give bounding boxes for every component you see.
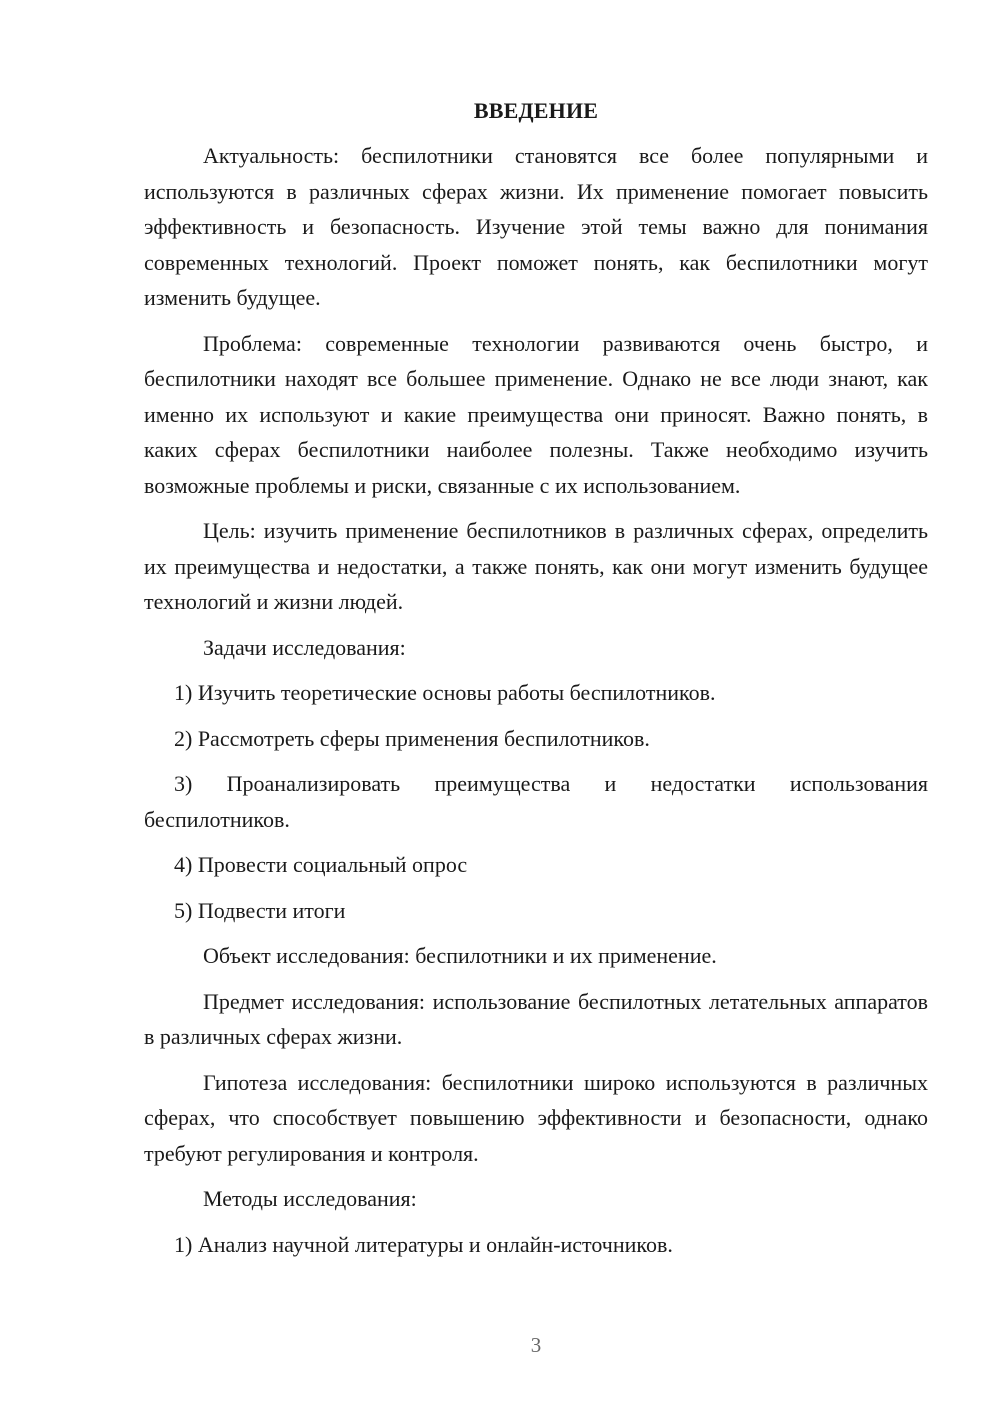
relevance-paragraph: Актуальность: беспилотники становятся все более популярными и используются в различных сферах жизни. Их применение помогает повысить эффективность и безопасность. Изучение этой темы важно для понимания современных технологий. Проект поможет понять, как беспилотники могут изменить будущее. bbox=[144, 143, 928, 310]
task-item-5: 5) Подвести итоги bbox=[174, 897, 346, 923]
problem-paragraph: Проблема: современные технологии развиваются очень быстро, и беспилотники находят все большее применение. Однако не все люди знают, как именно их используют и какие преимущества они приносят. Важно понять, в каких сферах беспилотники наиболее полезны. Также необходимо изучить возможные проблемы и риски, связанные с их использованием. bbox=[144, 330, 928, 498]
tasks-heading: Задачи исследования: bbox=[203, 634, 406, 660]
page-number: 3 bbox=[530, 1333, 542, 1357]
task-item-4: 4) Провести социальный опрос bbox=[174, 852, 468, 877]
method-item-1: 1) Анализ научной литературы и онлайн-источников. bbox=[174, 1231, 673, 1257]
object-paragraph: Объект исследования: беспилотники и их применение. bbox=[203, 943, 717, 968]
goal-paragraph: Цель: изучить применение беспилотников в различных сферах, определить их преимущества и недостатки, а также понять, как они могут изменить будущее технологий и жизни людей. bbox=[144, 518, 928, 614]
page-content bbox=[144, 94, 928, 1272]
hypothesis-paragraph: Гипотеза исследования: беспилотники широко используются в различных сферах, что способствует повышению эффективности и безопасности, однако требуют регулирования и контроля. bbox=[144, 1069, 928, 1166]
task-item-1: 1) Изучить теоретические основы работы беспилотников. bbox=[174, 680, 716, 705]
task-item-3: 3) Проанализировать преимущества и недостатки использования беспилотников. bbox=[144, 771, 928, 832]
subject-paragraph: Предмет исследования: использование беспилотных летательных аппаратов в различных сферах жизни. bbox=[144, 988, 928, 1049]
page-title: ВВЕДЕНИЕ bbox=[473, 98, 599, 123]
methods-heading: Методы исследования: bbox=[203, 1186, 417, 1211]
task-item-2: 2) Рассмотреть сферы применения беспилотников. bbox=[174, 725, 650, 751]
